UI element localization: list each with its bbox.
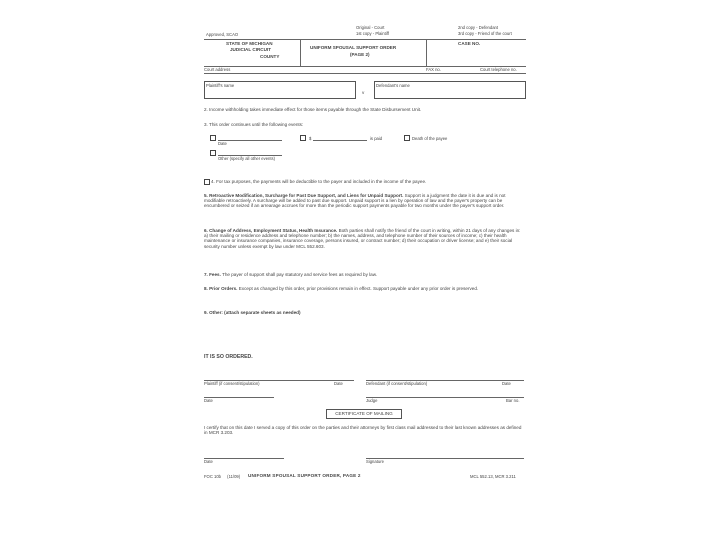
judicial-circuit: JUDICIAL CIRCUIT <box>230 47 272 52</box>
item-6-title: 6. Change of Address, Employment Status, Health Insurance. <box>204 228 338 233</box>
amount-paid-checkbox[interactable] <box>300 135 306 141</box>
defendant-name-label: Defendant's name <box>376 83 410 88</box>
item-5-body: Support is a judgment the date it is due and is not modifiable retroactively. A surcharge will be added to past due support. Unpaid support is a lien by operation of law and the payer's property can be encumbered or seized if an arrearage accrues for more than the periodic support payments payable for two months under the payer's support order. <box>204 193 506 209</box>
item-9-other: 9. Other: (attach separate sheets as needed) <box>204 310 301 315</box>
versus-label: v <box>362 90 365 95</box>
so-ordered: IT IS SO ORDERED. <box>204 354 253 360</box>
item-6-body: Both parties shall notify the friend of the court in writing, within 21 days of any changes in: a) their mailing or residence address and telephone number; b) the names, address, and telephone number of their sources of income; c) their health maintenance or insurance companies, insurance coverage, persons insured, or contract number; d) their occupation or driver license; and e) their social security number unless exempt by law under MCL 552.603. <box>204 228 521 249</box>
approved-scao: Approved, SCAO <box>206 32 239 37</box>
plaintiff-signature-label: Plaintiff (if consent/stipulation) <box>204 381 260 386</box>
item-8 <box>204 286 524 291</box>
form-title: UNIFORM SPOUSAL SUPPORT ORDER <box>310 45 397 50</box>
plaintiff-date-label: Date <box>334 381 343 386</box>
defendant-date-label: Date <box>502 381 511 386</box>
is-paid-label: is paid <box>370 136 383 141</box>
state-of-michigan: STATE OF MICHIGAN <box>226 41 273 46</box>
item-4-tax: 4. For tax purposes, the payments will be deductible to the payer and included in the income of the payee. <box>211 179 427 184</box>
death-payee-label: Death of the payee <box>412 136 448 141</box>
bar-no-label: Bar no. <box>506 398 520 403</box>
court-address: Court address <box>204 67 231 72</box>
copy-foc: 3rd copy - Friend of the court <box>458 31 512 36</box>
certificate-of-mailing-title: CERTIFICATE OF MAILING <box>326 409 402 419</box>
item-7 <box>204 272 377 277</box>
case-no: CASE NO. <box>458 41 481 46</box>
death-payee-checkbox[interactable] <box>404 135 410 141</box>
defendant-signature-label: Defendant (if consent/stipulation) <box>366 381 428 386</box>
judge-label: Judge <box>366 398 378 403</box>
copy-defendant: 2nd copy - Defendant <box>458 25 499 30</box>
county-label: COUNTY <box>260 54 280 59</box>
certificate-body: I certify that on this date I served a copy of this order on the parties and their attorneys by first class mail addressed to their last known addresses as defined in MCR 3.203. <box>204 425 522 436</box>
item-5-title: 5. Retroactive Modification, Surcharge for Past Due Support, and Liens for Unpaid Support. <box>204 193 404 198</box>
court-telephone: Court telephone no. <box>480 67 517 72</box>
other-event-label: Other (specify all other events) <box>218 156 276 161</box>
item-8-body: Except as changed by this order, prior provisions remain in effect. Support payable under any prior order is preserved. <box>238 286 479 291</box>
item-3-continues: 3. This order continues until the following events: <box>204 122 304 127</box>
copy-original: Original - Court <box>356 25 385 30</box>
mailing-date-label: Date <box>204 459 213 464</box>
form-number <box>204 474 240 479</box>
form-rev: (11/09) <box>227 474 241 479</box>
footer-refs: MCL 552.13, MCR 3.211 <box>470 474 516 479</box>
item-7-body: The payer of support shall pay statutory and service fees as required by law. <box>222 272 378 277</box>
item-5 <box>204 193 524 209</box>
item-6 <box>204 228 524 249</box>
item-8-title: 8. Prior Orders. <box>204 286 238 291</box>
event-date-checkbox[interactable] <box>210 135 216 141</box>
plaintiff-name-label: Plaintiff's name <box>206 83 235 88</box>
item-2-withholding: 2. Income withholding takes immediate effect for those items payable through the State Disbursement Unit. <box>204 107 422 112</box>
copy-plaintiff: 1st copy - Plaintiff <box>356 31 389 36</box>
other-event-checkbox[interactable] <box>210 150 216 156</box>
event-date-label: Date <box>218 141 227 146</box>
dollar-sign: $ <box>309 136 312 141</box>
footer-title: UNIFORM SPOUSAL SUPPORT ORDER, PAGE 2 <box>248 473 361 478</box>
fax-no: FAX no. <box>426 67 441 72</box>
item-7-title: 7. Fees. <box>204 272 221 277</box>
order-date-label: Date <box>204 398 213 403</box>
tax-deductible-checkbox[interactable] <box>204 179 210 185</box>
form-page-label: (PAGE 2) <box>350 52 370 57</box>
form-no: FOC 10b <box>204 474 221 479</box>
form-page <box>196 22 530 490</box>
mailing-signature-label: Signature <box>366 459 384 464</box>
